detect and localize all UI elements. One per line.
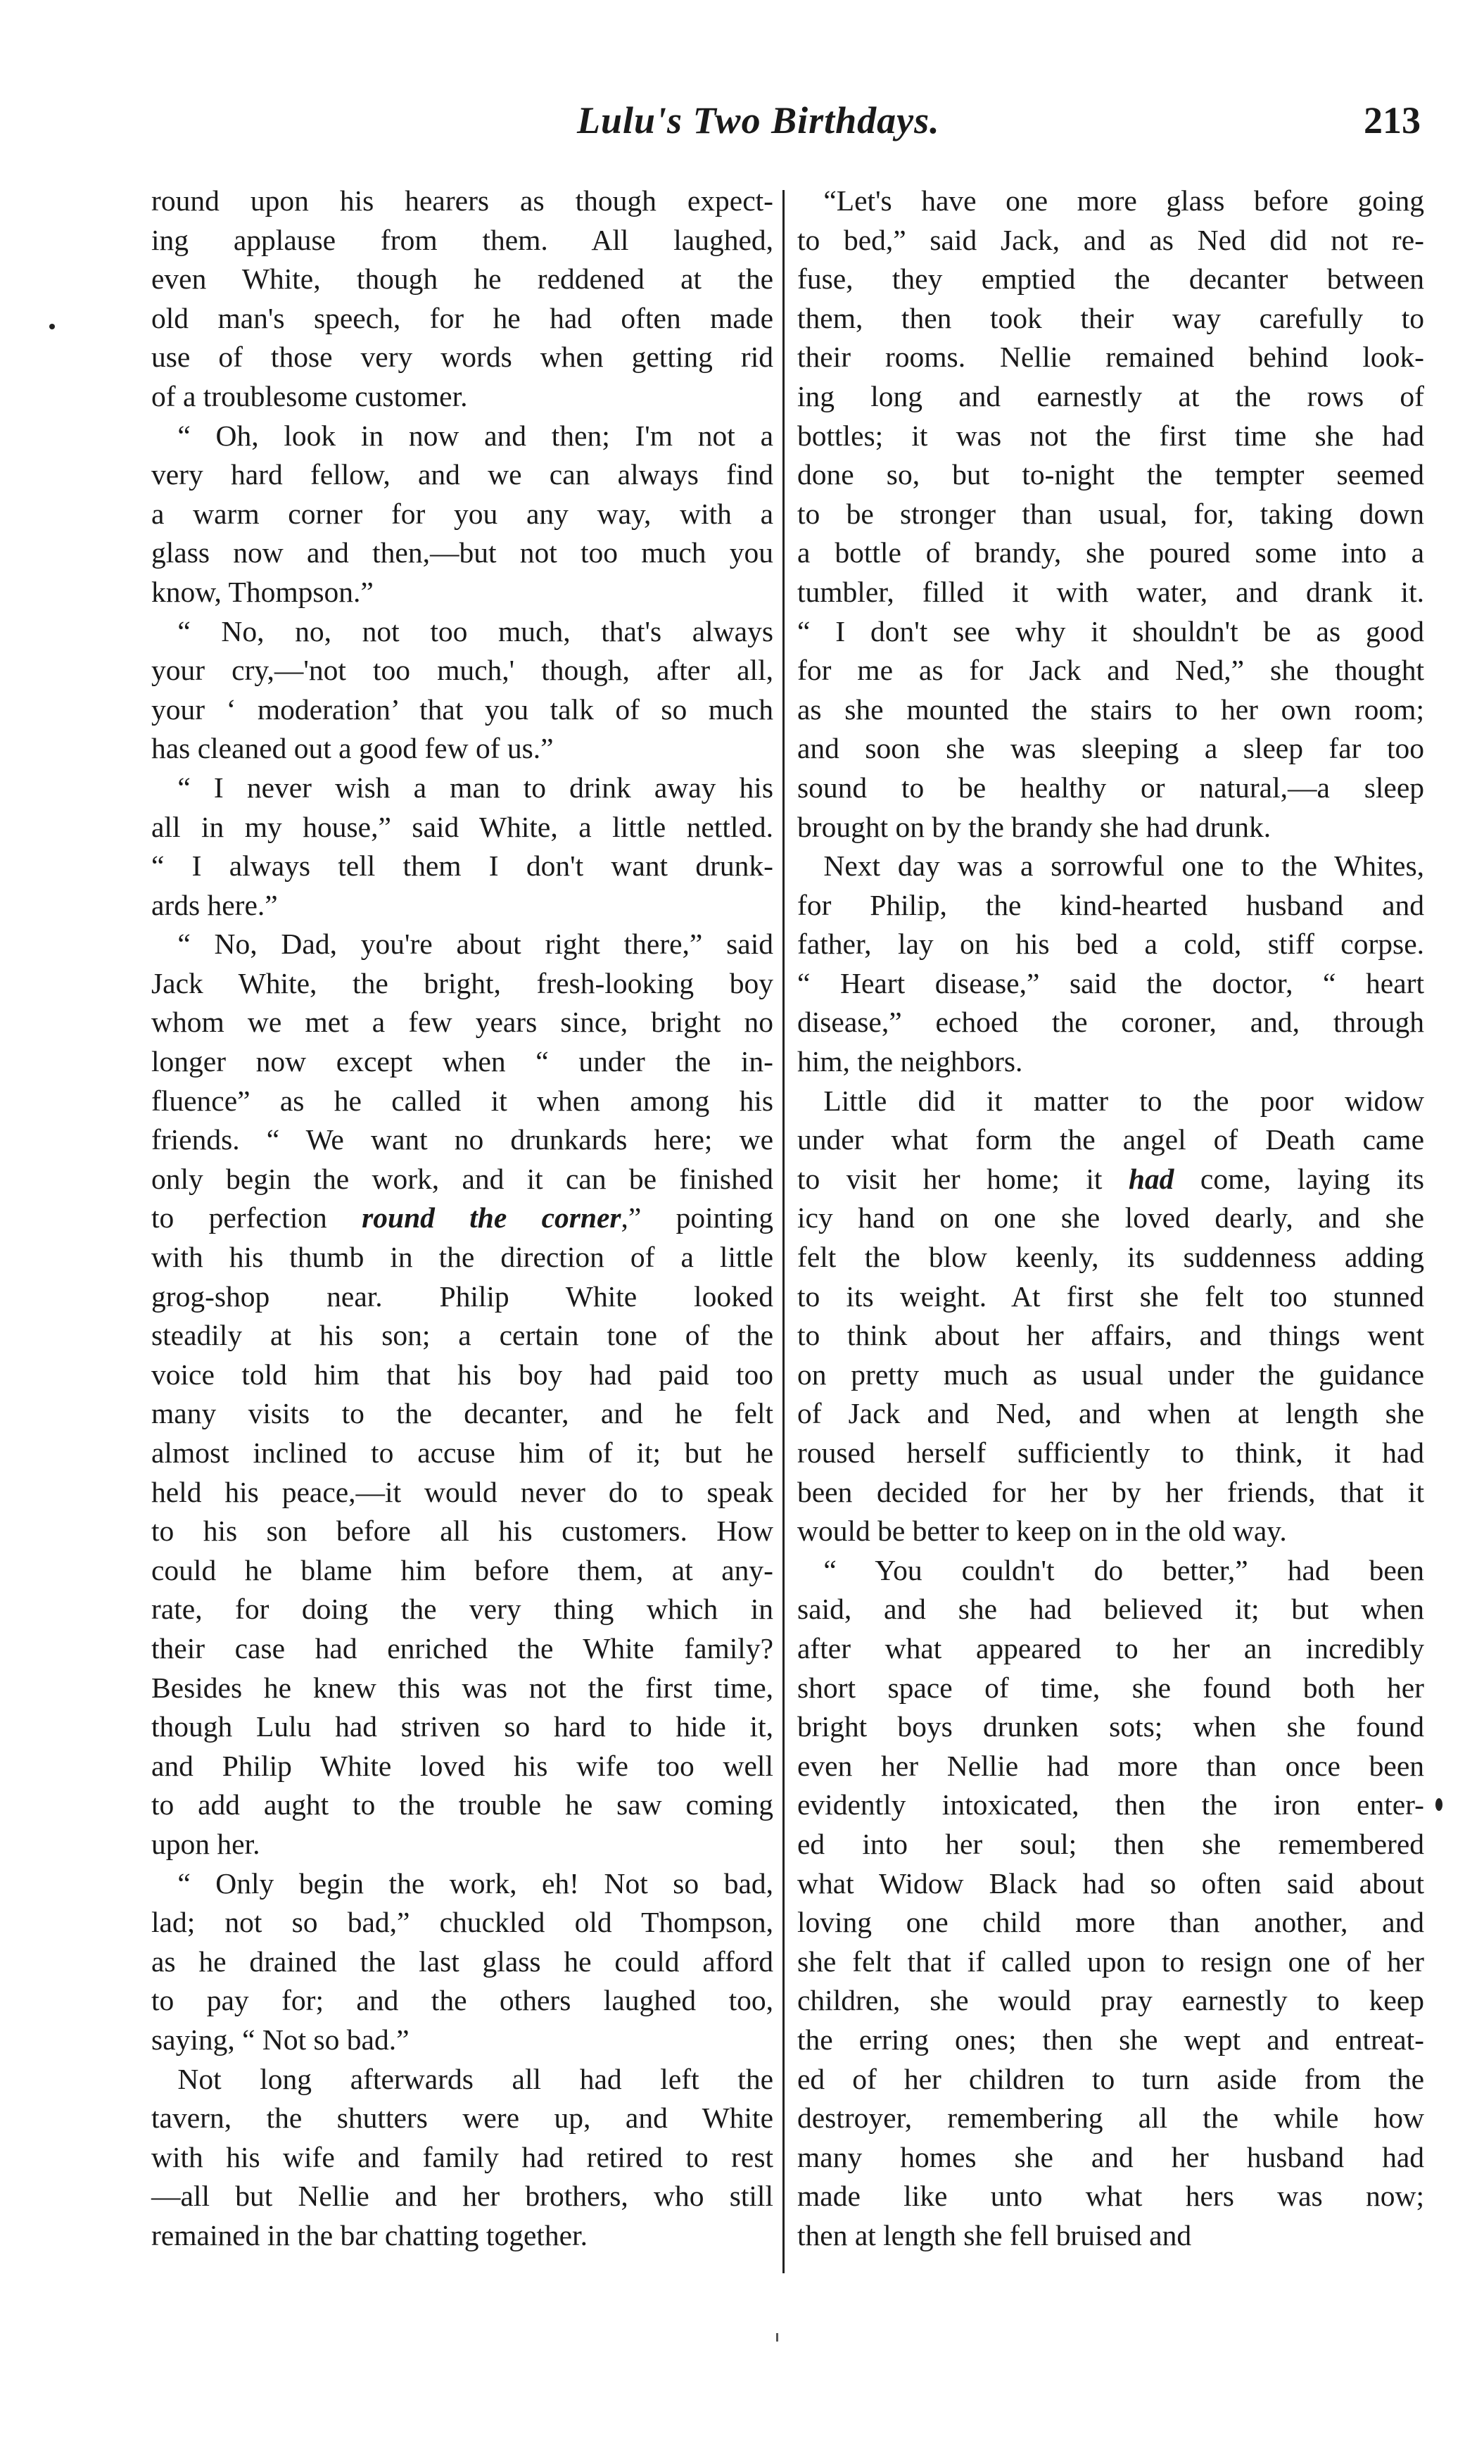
text-line: fluence” as he called it when among his: [151, 1084, 773, 1117]
text-line: for me as for Jack and Ned,” she thought: [797, 654, 1424, 687]
text-line: “ I don't see why it shouldn't be as good: [797, 614, 1424, 647]
paragraph: [797, 182, 1424, 847]
text-line: even White, though he reddened at the: [151, 263, 773, 296]
text-line: Little did it matter to the poor widow: [823, 1084, 1424, 1117]
text-line: done so, but to-night the tempter seemed: [797, 458, 1424, 491]
text-line: glass now and then,—but not too much you: [151, 536, 773, 569]
text-line: Jack White, the bright, fresh-looking boy: [151, 966, 773, 999]
text-line: bright boys drunken sots; when she found: [797, 1710, 1424, 1743]
text-line: “ Only begin the work, eh! Not so bad,: [177, 1866, 773, 1900]
text-line: icy hand on one she loved dearly, and she: [797, 1201, 1424, 1234]
text-line: know, Thompson.”: [151, 575, 374, 608]
text-line: bottles; it was not the first time she had: [797, 419, 1424, 452]
text-line: “ You couldn't do better,” had been: [823, 1553, 1424, 1586]
text-line: disease,” echoed the coroner, and, through: [797, 1006, 1424, 1039]
text-line: with his thumb in the direction of a little: [151, 1241, 773, 1274]
page-number: 213: [1364, 99, 1421, 141]
paragraph: [151, 2060, 773, 2256]
text-line: could he blame him before them, at any-: [151, 1553, 773, 1586]
text-line: with his wife and family had retired to rest: [151, 2140, 773, 2173]
text-line: children, she would pray earnestly to keep: [797, 1984, 1424, 2017]
text-line: Next day was a sorrowful one to the Whites,: [823, 849, 1424, 883]
right-column: [797, 182, 1424, 2255]
text-line: your ‘ moderation’ that you talk of so much: [151, 693, 773, 726]
text-line: evidently intoxicated, then the iron enter-: [797, 1788, 1424, 1821]
text-line: to his son before all his customers. How: [151, 1515, 773, 1548]
paragraph: [151, 769, 773, 925]
text-line: saying, “ Not so bad.”: [151, 2023, 410, 2056]
text-line: Besides he knew this was not the first time,: [151, 1671, 773, 1704]
text-line: of Jack and Ned, and when at length she: [797, 1397, 1424, 1430]
text-line: a bottle of brandy, she poured some into a: [797, 536, 1424, 569]
left-column: [151, 182, 773, 2255]
text-line: many homes she and her husband had: [797, 2140, 1424, 2173]
text-line: what Widow Black had so often said about: [797, 1866, 1424, 1900]
text-line: friends. “ We want no drunkards here; we: [151, 1123, 773, 1156]
text-line: “Let's have one more glass before going: [823, 184, 1424, 217]
text-line: made like unto what hers was now;: [797, 2180, 1424, 2213]
text-line: brought on by the brandy she had drunk.: [797, 810, 1271, 843]
column-divider: [782, 190, 785, 2273]
text-line: voice told him that his boy had paid too: [151, 1358, 773, 1391]
margin-speck: [776, 2333, 778, 2342]
margin-speck: [49, 324, 55, 329]
text-line: she felt that if called upon to resign one of her: [797, 1945, 1424, 1978]
text-line: their rooms. Nellie remained behind look-: [797, 341, 1424, 374]
text-line: to be stronger than usual, for, taking down: [797, 497, 1424, 530]
text-line: as she mounted the stairs to her own room;: [797, 693, 1424, 726]
text-line: ing long and earnestly at the rows of: [797, 379, 1424, 412]
text-line: ed of her children to turn aside from the: [797, 2062, 1424, 2095]
text-line: tumbler, filled it with water, and drank it.: [797, 575, 1424, 608]
text-line: roused herself sufficiently to think, it had: [797, 1436, 1424, 1469]
text-line: to think about her affairs, and things went: [797, 1319, 1424, 1352]
text-line: has cleaned out a good few of us.”: [151, 732, 554, 765]
text-line: steadily at his son; a certain tone of the: [151, 1319, 773, 1352]
text-line: them, then took their way carefully to: [797, 301, 1424, 334]
text-line: to its weight. At first she felt too stunned: [797, 1280, 1424, 1313]
paragraph: [151, 925, 773, 1864]
text-line: remained in the bar chatting together.: [151, 2218, 588, 2251]
paragraph: [797, 1082, 1424, 1551]
text-line: all in my house,” said White, a little nettled.: [151, 810, 773, 843]
text-line: —all but Nellie and her brothers, who still: [151, 2180, 773, 2213]
text-line: “ Heart disease,” said the doctor, “ heart: [797, 966, 1424, 999]
text-line: round upon his hearers as though expect-: [151, 184, 773, 217]
text-line: destroyer, remembering all the while how: [797, 2102, 1424, 2135]
text-line: longer now except when “ under the in-: [151, 1045, 773, 1078]
paragraph: [797, 1551, 1424, 2256]
text-line: been decided for her by her friends, that it: [797, 1475, 1424, 1508]
text-line: loving one child more than another, and: [797, 1906, 1424, 1939]
text-line: very hard fellow, and we can always find: [151, 458, 773, 491]
text-line: him, the neighbors.: [797, 1045, 1023, 1078]
text-line: said, and she had believed it; but when: [797, 1593, 1424, 1626]
text-line: short space of time, she found both her: [797, 1671, 1424, 1704]
text-line: “ Oh, look in now and then; I'm not a: [177, 419, 773, 452]
text-line: held his peace,—it would never do to speak: [151, 1475, 773, 1508]
text-line: to bed,” said Jack, and as Ned did not re-: [797, 223, 1424, 256]
text-line: to add aught to the trouble he saw coming: [151, 1788, 773, 1821]
text-line: sound to be healthy or natural,—a sleep: [797, 771, 1424, 804]
text-line: ards here.”: [151, 888, 278, 921]
text-line: to pay for; and the others laughed too,: [151, 1984, 773, 2017]
text-line: many visits to the decanter, and he felt: [151, 1397, 773, 1430]
running-title: Lulu's Two Birthdays.: [577, 99, 940, 141]
text-line: for Philip, the kind-hearted husband and: [797, 888, 1424, 921]
text-line: felt the blow keenly, its suddenness adding: [797, 1241, 1424, 1274]
text-line: only begin the work, and it can be finished: [151, 1162, 773, 1195]
text-line: even her Nellie had more than once been: [797, 1749, 1424, 1782]
text-line: after what appeared to her an incredibly: [797, 1631, 1424, 1664]
paragraph: [151, 1864, 773, 2060]
text-line: of a troublesome customer.: [151, 379, 468, 412]
paragraph: [797, 847, 1424, 1082]
text-line: lad; not so bad,” chuckled old Thompson,: [151, 1906, 773, 1939]
text-line: under what form the angel of Death came: [797, 1123, 1424, 1156]
paragraph: [151, 417, 773, 612]
text-line: and Philip White loved his wife too well: [151, 1749, 773, 1782]
text-line: as he drained the last glass he could afford: [151, 1945, 773, 1978]
text-line: a warm corner for you any way, with a: [151, 497, 773, 530]
text-line: ing applause from them. All laughed,: [151, 223, 773, 256]
text-line: “ No, no, not too much, that's always: [177, 614, 773, 647]
text-line: the erring ones; then she wept and entreat-: [797, 2023, 1424, 2056]
text-line: Not long afterwards all had left the: [177, 2062, 773, 2095]
text-line: whom we met a few years since, bright no: [151, 1006, 773, 1039]
text-line: almost inclined to accuse him of it; but he: [151, 1436, 773, 1469]
text-line: use of those very words when getting rid: [151, 341, 773, 374]
text-line: would be better to keep on in the old way.: [797, 1515, 1287, 1548]
text-line: to visit her home; it had come, laying its: [797, 1162, 1424, 1195]
text-line: rate, for doing the very thing which in: [151, 1593, 773, 1626]
text-line: upon her.: [151, 1827, 260, 1860]
text-line: to perfection round the corner,” pointing: [151, 1201, 773, 1234]
text-line: “ No, Dad, you're about right there,” said: [177, 928, 773, 961]
text-line: and soon she was sleeping a sleep far too: [797, 732, 1424, 765]
text-line: “ I always tell them I don't want drunk-: [151, 849, 773, 883]
paragraph: [151, 182, 773, 417]
text-line: grog-shop near. Philip White looked: [151, 1280, 773, 1313]
text-line: ed into her soul; then she remembered: [797, 1827, 1424, 1860]
text-line: then at length she fell bruised and: [797, 2218, 1192, 2251]
text-line: “ I never wish a man to drink away his: [177, 771, 773, 804]
text-line: your cry,—'not too much,' though, after all,: [151, 654, 773, 687]
text-line: tavern, the shutters were up, and White: [151, 2102, 773, 2135]
text-line: on pretty much as usual under the guidance: [797, 1358, 1424, 1391]
text-line: though Lulu had striven so hard to hide it,: [151, 1710, 773, 1743]
margin-speck: [1435, 1798, 1442, 1811]
text-line: old man's speech, for he had often made: [151, 301, 773, 334]
text-line: their case had enriched the White family?: [151, 1631, 773, 1664]
paragraph: [151, 612, 773, 769]
text-line: fuse, they emptied the decanter between: [797, 263, 1424, 296]
page-header: [0, 99, 1484, 155]
text-line: father, lay on his bed a cold, stiff corpse.: [797, 928, 1424, 961]
